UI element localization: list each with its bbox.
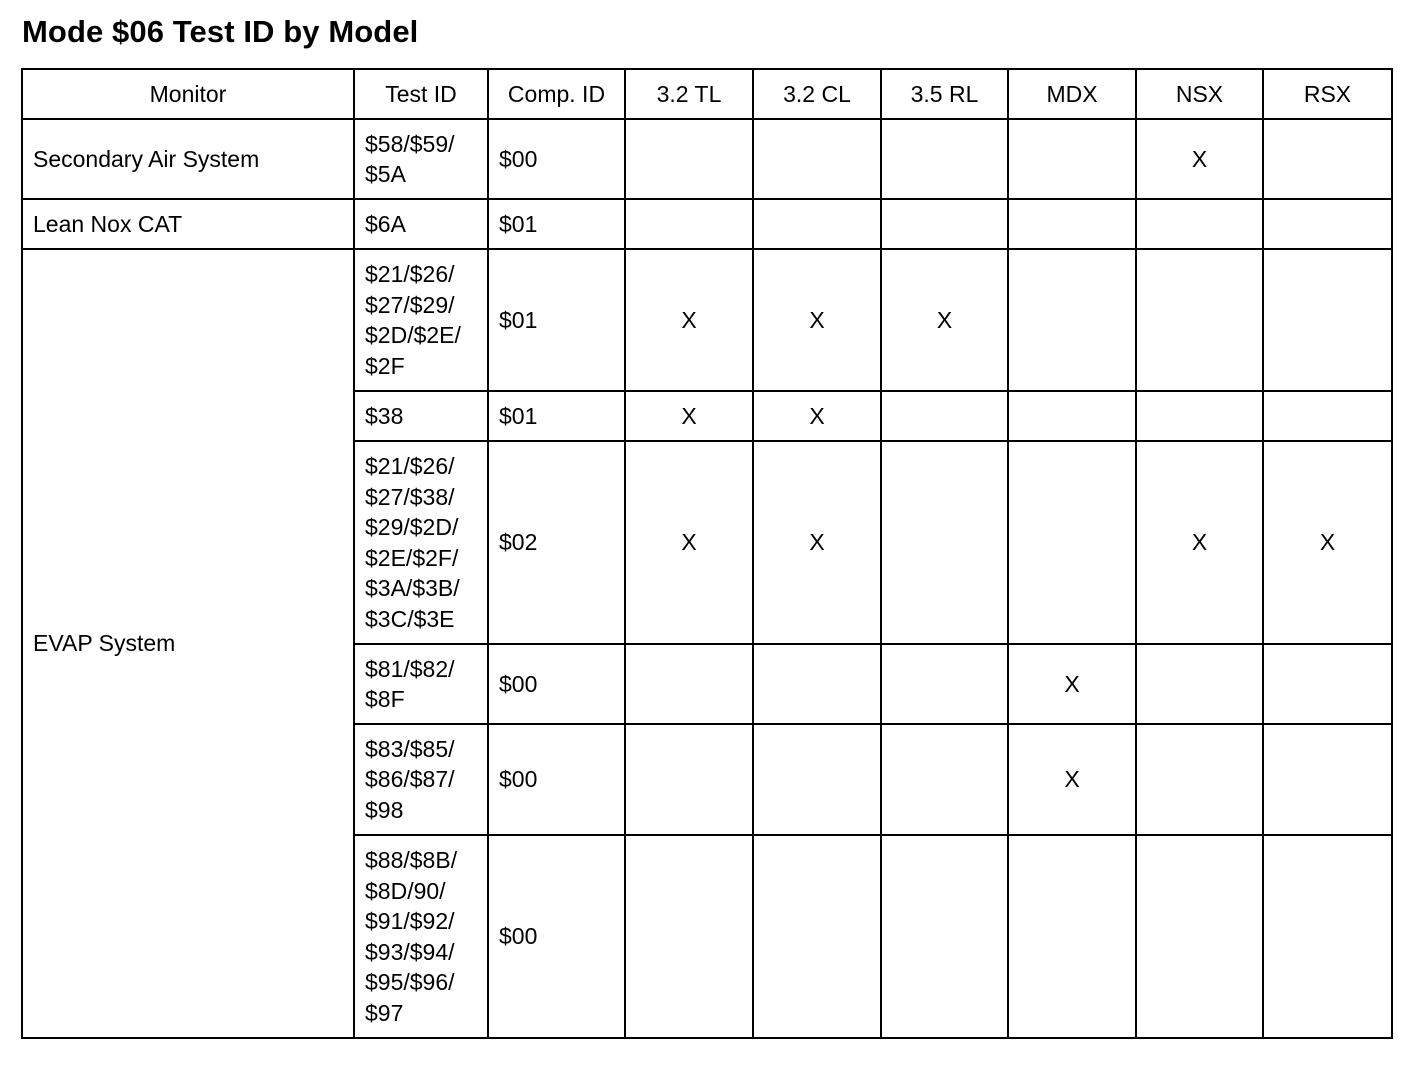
test-id-cell: $21/$26/ $27/$38/ $29/$2D/ $2E/$2F/ $3A/$3B/ $3C/$3E [354, 441, 488, 644]
test-id-cell: $6A [354, 199, 488, 249]
mark-nsx [1136, 724, 1263, 835]
mark-mdx [1008, 835, 1136, 1038]
mark-nsx [1136, 199, 1263, 249]
mark-3-2-tl [625, 724, 753, 835]
test-id-cell: $88/$8B/ $8D/90/ $91/$92/ $93/$94/ $95/$96/ $97 [354, 835, 488, 1038]
mark-3-2-cl: X [753, 391, 881, 441]
header-monitor: Monitor [22, 69, 354, 119]
mark-mdx: X [1008, 644, 1136, 724]
mark-mdx [1008, 441, 1136, 644]
comp-id-cell: $00 [488, 644, 625, 724]
mark-3-2-tl: X [625, 249, 753, 391]
mark-3-5-rl [881, 119, 1008, 199]
mark-3-2-tl [625, 199, 753, 249]
mark-3-2-tl [625, 119, 753, 199]
comp-id-cell: $00 [488, 835, 625, 1038]
mode06-test-id-table [21, 68, 1393, 1039]
test-id-cell: $83/$85/ $86/$87/ $98 [354, 724, 488, 835]
mark-nsx [1136, 644, 1263, 724]
mark-rsx [1263, 119, 1392, 199]
mark-mdx [1008, 199, 1136, 249]
comp-id-cell: $00 [488, 724, 625, 835]
mark-nsx [1136, 249, 1263, 391]
comp-id-cell: $00 [488, 119, 625, 199]
mark-3-5-rl [881, 441, 1008, 644]
mark-nsx [1136, 391, 1263, 441]
mark-rsx [1263, 644, 1392, 724]
test-id-cell: $38 [354, 391, 488, 441]
mark-mdx [1008, 249, 1136, 391]
mark-rsx [1263, 724, 1392, 835]
comp-id-cell: $02 [488, 441, 625, 644]
mark-rsx: X [1263, 441, 1392, 644]
comp-id-cell: $01 [488, 391, 625, 441]
test-id-cell: $81/$82/ $8F [354, 644, 488, 724]
mark-3-2-cl: X [753, 441, 881, 644]
mark-rsx [1263, 835, 1392, 1038]
test-id-cell: $21/$26/ $27/$29/ $2D/$2E/ $2F [354, 249, 488, 391]
page-title: Mode $06 Test ID by Model [22, 14, 419, 49]
header-mdx: MDX [1008, 69, 1136, 119]
mark-3-2-cl [753, 644, 881, 724]
header-row [22, 69, 1392, 119]
mark-3-5-rl [881, 199, 1008, 249]
mark-nsx [1136, 835, 1263, 1038]
test-id-cell: $58/$59/ $5A [354, 119, 488, 199]
table-row [22, 119, 1392, 199]
mark-3-5-rl: X [881, 249, 1008, 391]
mark-rsx [1263, 199, 1392, 249]
mark-3-5-rl [881, 724, 1008, 835]
comp-id-cell: $01 [488, 249, 625, 391]
monitor-cell: EVAP System [22, 249, 354, 1038]
mark-3-5-rl [881, 644, 1008, 724]
monitor-cell: Lean Nox CAT [22, 199, 354, 249]
mark-3-2-tl [625, 835, 753, 1038]
mark-3-2-tl [625, 644, 753, 724]
mark-3-2-cl [753, 724, 881, 835]
mark-3-5-rl [881, 391, 1008, 441]
mark-mdx [1008, 119, 1136, 199]
mark-rsx [1263, 249, 1392, 391]
mark-3-2-cl [753, 119, 881, 199]
mark-nsx: X [1136, 441, 1263, 644]
header-nsx: NSX [1136, 69, 1263, 119]
mark-mdx: X [1008, 724, 1136, 835]
mark-3-2-tl: X [625, 391, 753, 441]
table-row [22, 199, 1392, 249]
header-test-id: Test ID [354, 69, 488, 119]
mark-nsx: X [1136, 119, 1263, 199]
mark-rsx [1263, 391, 1392, 441]
mark-mdx [1008, 391, 1136, 441]
mark-3-5-rl [881, 835, 1008, 1038]
header-rsx: RSX [1263, 69, 1392, 119]
mark-3-2-cl: X [753, 249, 881, 391]
header-3-5-rl: 3.5 RL [881, 69, 1008, 119]
header-3-2-cl: 3.2 CL [753, 69, 881, 119]
comp-id-cell: $01 [488, 199, 625, 249]
monitor-cell: Secondary Air System [22, 119, 354, 199]
header-3-2-tl: 3.2 TL [625, 69, 753, 119]
header-comp-id: Comp. ID [488, 69, 625, 119]
mark-3-2-cl [753, 835, 881, 1038]
mark-3-2-cl [753, 199, 881, 249]
table-row [22, 249, 1392, 391]
mark-3-2-tl: X [625, 441, 753, 644]
